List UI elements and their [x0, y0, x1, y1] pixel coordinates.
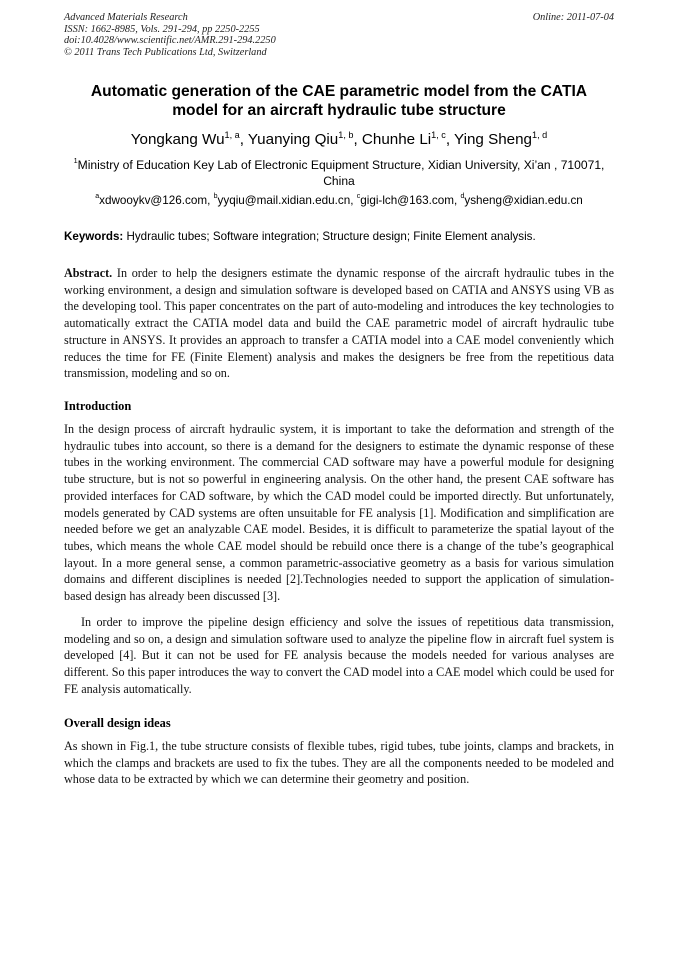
author: Ying Sheng$^{1, d}$ [454, 130, 548, 148]
abstract-label: Abstract. [64, 266, 113, 280]
author: Yuanying Qiu$^{1, b}$, [247, 130, 362, 148]
email: $^c$gigi-lch@163.com, [356, 193, 461, 207]
keywords [64, 230, 618, 243]
running-header [64, 12, 614, 58]
affiliation [62, 157, 616, 189]
email-list [40, 194, 638, 207]
online-date: Online: 2011-07-04 [532, 12, 614, 23]
author-list [40, 131, 638, 148]
affiliation-marker: 1 [73, 156, 78, 165]
author: Yongkang Wu$^{1, a}$, [130, 130, 248, 148]
paper-title [60, 82, 618, 120]
keywords-text: Hydraulic tubes; Software integration; Structure design; Finite Element analysis. [123, 230, 536, 243]
section-heading-overall-design: Overall design ideas [64, 716, 171, 730]
doi-line: doi:10.4028/www.scientific.net/AMR.291-294.2250 [64, 35, 276, 47]
journal-name: Advanced Materials Research [64, 12, 188, 23]
copyright-line: © 2011 Trans Tech Publications Ltd, Switzerland [64, 46, 267, 58]
overall-paragraph-1: As shown in Fig.1, the tube structure consists of flexible tubes, rigid tubes, tube joints, clamps and brackets, in which the clamps and brackets are used to fix the tubes. They are all the components needed to be modeled and whose data to be extracted by which we can determine their geometry and position. [64, 739, 614, 787]
abstract [64, 265, 614, 382]
author: Chunhe Li$^{1, c}$, [361, 130, 455, 148]
title-line-2: model for an aircraft hydraulic tube structure [172, 102, 506, 119]
intro-paragraph-2: In order to improve the pipeline design efficiency and solve the issues of repetitious data transmission, modeling and so on, a design and simulation software used to analyze the pipeline flow in aircraft fuel system is developed [4]. But it can not be used for FE analysis because the models needed for various analyses are different. So this paper introduces the way to convert the CAD model into a CAE model which could be used for FE analysis automatically. [64, 615, 614, 696]
abstract-text: In order to help the designers estimate the dynamic response of the aircraft hydraulic tubes in the working environment, a design and simulation software is developed based on CATIA and ANSYS using VB as the developing tool. This paper concentrates on the part of auto-modeling and introduces the key technologies to automatically extract the CATIA model data and build the CAE parametric model of aircraft hydraulic tube structure in ANSYS. It provides an approach to transfer a CATIA model into a CAE model conveniently which reduces the time for FE (Finite Element) analysis and makes the designers be free from the repetitious data transmission, modeling and so on. [64, 266, 614, 381]
intro-paragraph-1: In the design process of aircraft hydraulic system, it is important to take the deformation and strength of the hydraulic tubes into account, so there is a demand for the designers to estimate the dynamic response of these tubes in the working environment. The commercial CAD software may have a powerful module for designing tube structure, but is not so powerful in engineering analysis. On the other hand, the present CAE software has provided interfaces for CAD software, by which the CAD model could be imported directly. But unfortunately, models generated by CAD systems are often unsuitable for FE analysis [1]. Modification and simplification are needed before we get an analyzable CAE model. Besides, it is difficult to parameterize the spatial layout of the tubes, which means the whole CAE model should be rebuild once there is a change of the tube’s geographical layout. In a more general sense, a common parametric-associative geometry as a basis for various simulation domains and different disciplines is needed [2].Technologies needed to support the application of simulation-based design has already been discussed [3]. [64, 422, 614, 604]
affiliation-text: Ministry of Education Key Lab of Electronic Equipment Structure, Xidian University, Xi’an , 710071, China [77, 158, 605, 188]
email: $^b$yyqiu@mail.xidian.edu.cn, [213, 193, 357, 207]
email: $^a$xdwooykv@126.com, [95, 193, 214, 207]
email: $^d$ysheng@xidian.edu.cn [460, 193, 583, 207]
keywords-label: Keywords: [64, 230, 124, 243]
issn-line: ISSN: 1662-8985, Vols. 291-294, pp 2250-2255 [64, 23, 260, 35]
section-heading-introduction: Introduction [64, 399, 132, 413]
title-line-1: Automatic generation of the CAE parametric model from the CATIA [90, 83, 588, 100]
